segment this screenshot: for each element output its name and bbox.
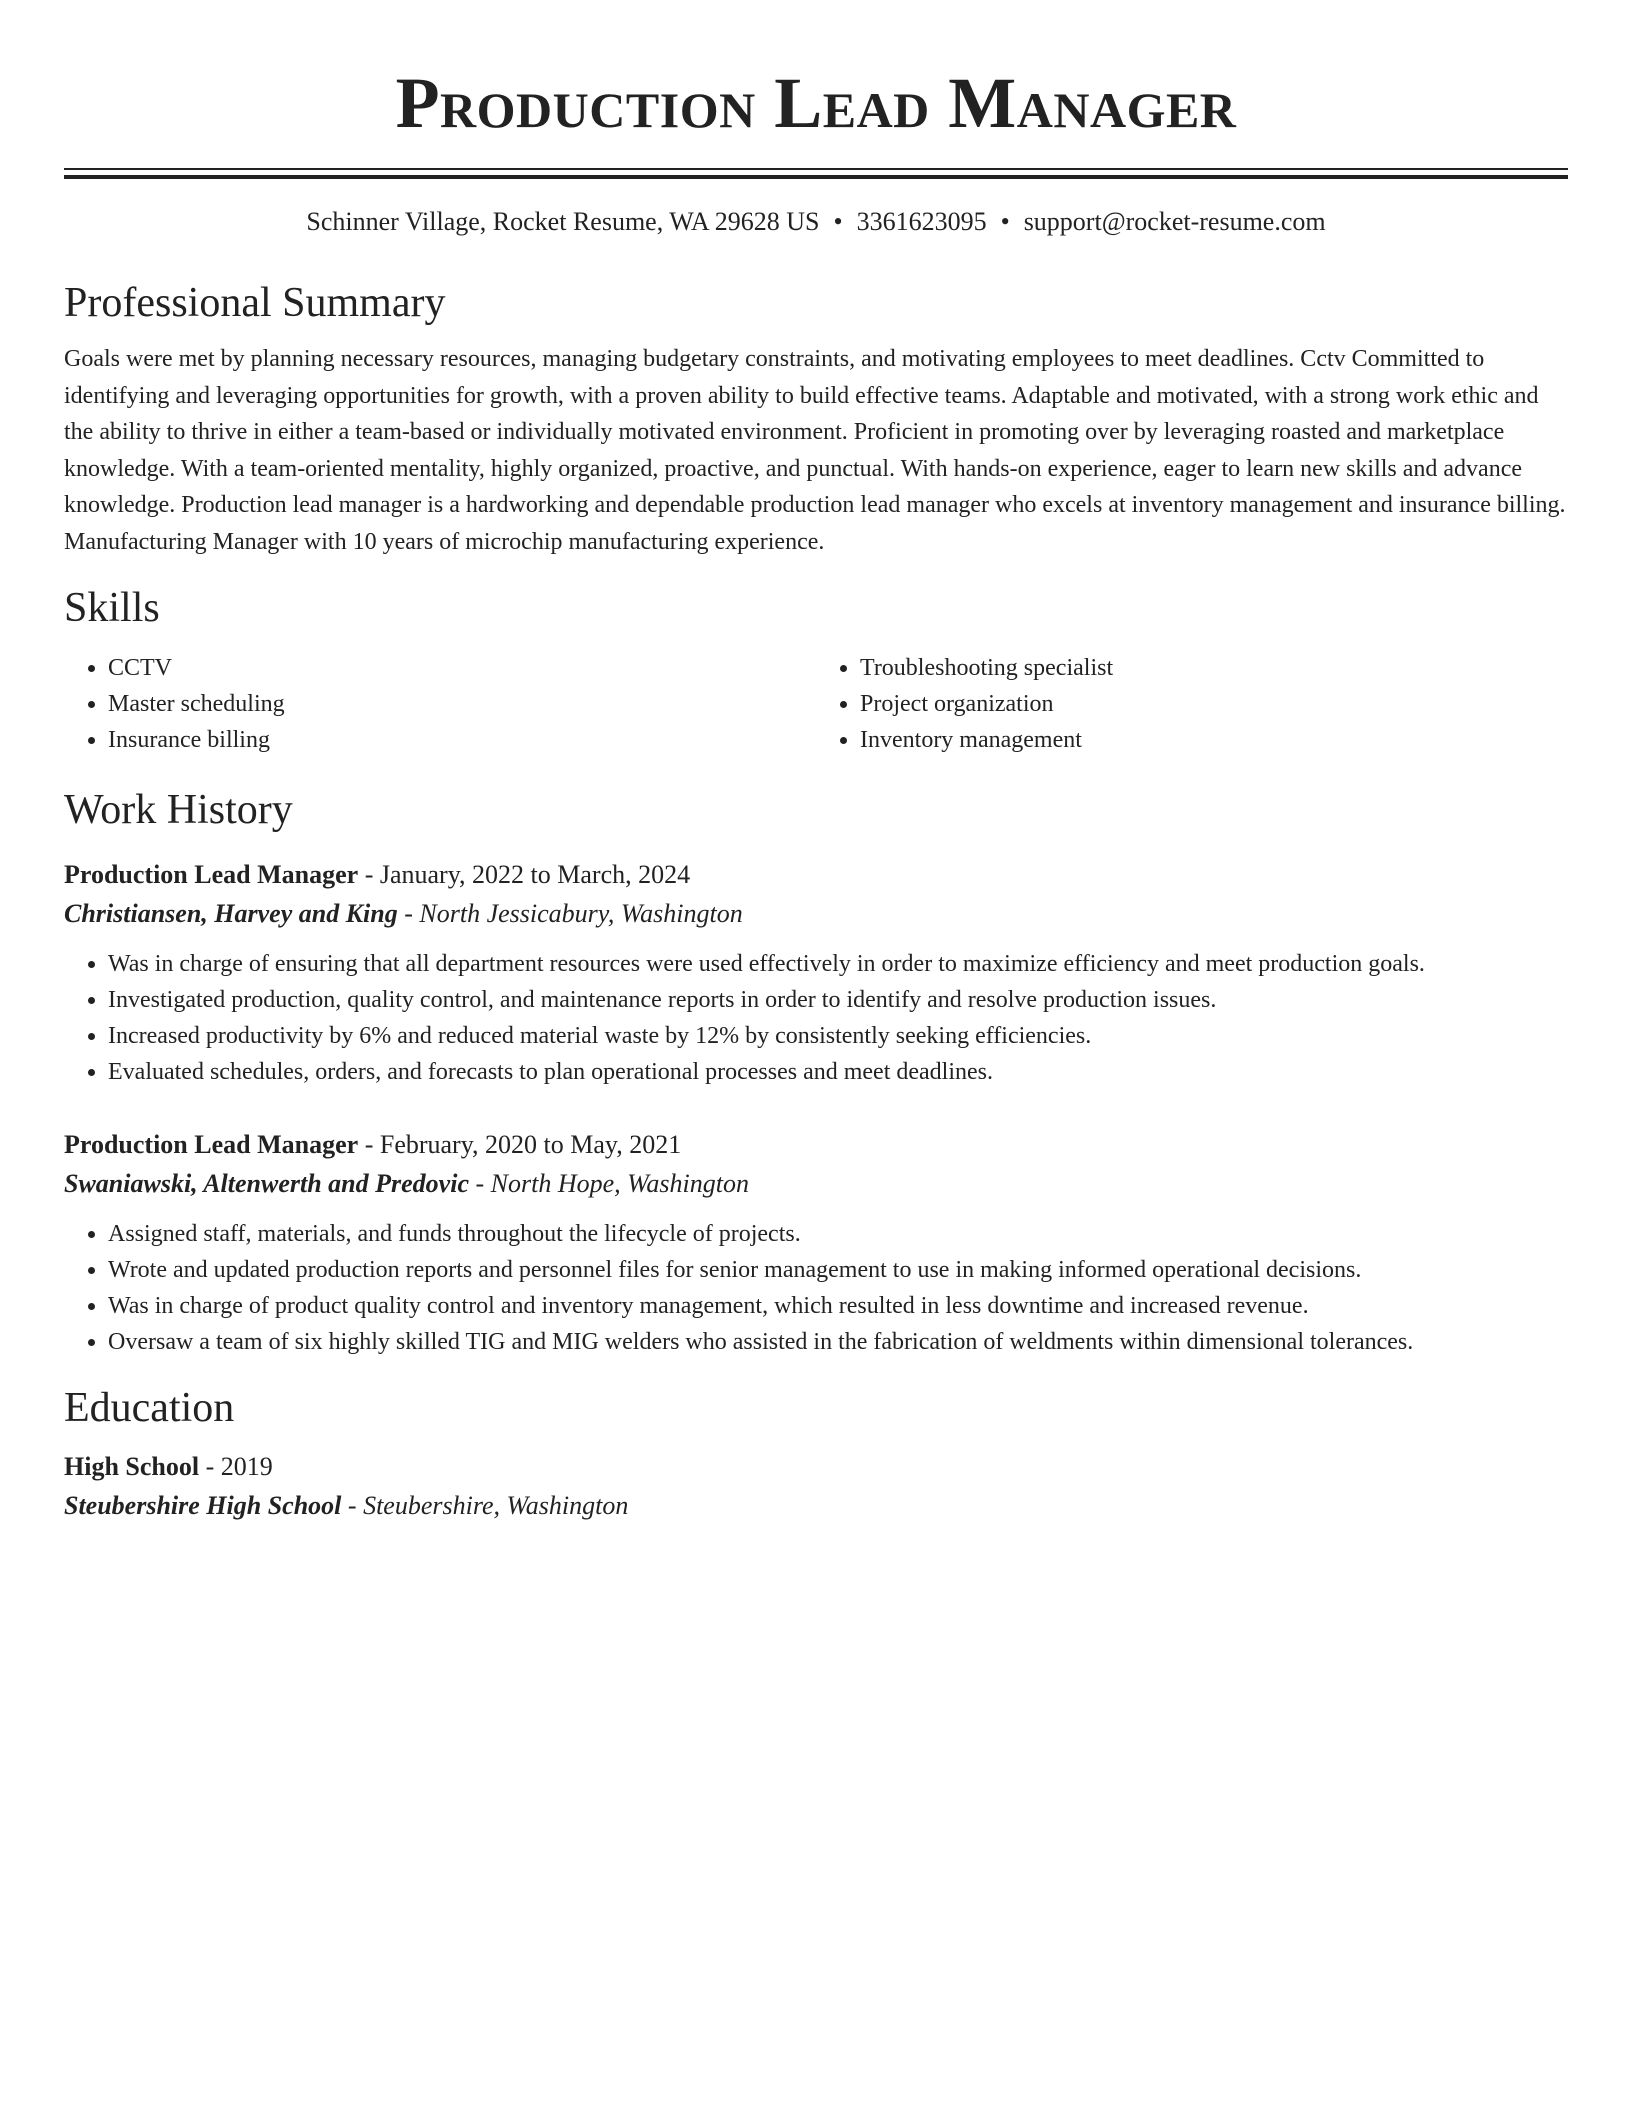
contact-line [64,205,1568,239]
section-title-summary: Professional Summary [64,280,446,326]
job-employer [64,894,1568,934]
education-dash: - [199,1452,221,1481]
job-heading [64,1126,1568,1164]
job-bullet: • Was in charge of ensuring that all department resources were used effectively in order to maximize efficiency and meet production goals. [108,946,1568,982]
job-company: Christiansen, Harvey and King [64,899,398,928]
job-dash: - [358,860,380,889]
education-school-line [64,1486,1568,1526]
job-entry [64,856,1568,1090]
job-dash: - [397,899,420,928]
job-bullet: • Evaluated schedules, orders, and forecasts to plan operational processes and meet deadlines. [108,1054,1568,1090]
job-location: North Jessicabury, Washington [419,899,743,928]
skill-item: • Project organization [860,686,1568,722]
skill-item: • Insurance billing [108,722,816,758]
job-bullet: • Was in charge of product quality control and inventory management, which resulted in less downtime and increased revenue. [108,1288,1568,1324]
education-school: Steubershire High School [64,1491,342,1520]
skills-column-left [64,650,816,758]
section-title-education: Education [64,1385,235,1431]
education-dash: - [341,1491,364,1520]
contact-separator: • [833,207,843,236]
job-bullets [64,946,1568,1090]
job-title: Production Lead Manager [64,860,359,889]
job-heading [64,856,1568,894]
job-bullet: • Investigated production, quality control, and maintenance reports in order to identify and resolve production issues. [108,982,1568,1018]
education-entry [64,1448,1568,1526]
job-dates: February, 2020 to May, 2021 [379,1130,682,1159]
job-bullet: • Increased productivity by 6% and reduced material waste by 12% by consistently seeking efficiencies. [108,1018,1568,1054]
contact-email: support@rocket-resume.com [1023,207,1326,236]
education-location: Steubershire, Washington [363,1491,629,1520]
section-title-skills: Skills [64,585,160,631]
job-bullet: • Wrote and updated production reports and personnel files for senior management to use in making informed operational decisions. [108,1252,1568,1288]
education-year: 2019 [220,1452,273,1481]
work-history-section [64,784,1568,1360]
job-company: Swaniawski, Altenwerth and Predovic [64,1169,469,1198]
job-dash: - [358,1130,380,1159]
header-divider [64,168,1568,179]
skill-item: • Inventory management [860,722,1568,758]
job-location: North Hope, Washington [490,1169,749,1198]
job-title: Production Lead Manager [64,1130,359,1159]
section-title-work-history: Work History [64,787,293,833]
job-bullet: • Assigned staff, materials, and funds throughout the lifecycle of projects. [108,1216,1568,1252]
contact-address: Schinner Village, Rocket Resume, WA 29628 US [306,207,820,236]
job-entry [64,1126,1568,1360]
contact-phone: 3361623095 [856,207,987,236]
skills-column-right [816,650,1568,758]
job-employer [64,1164,1568,1204]
skill-item: • CCTV [108,650,816,686]
education-heading [64,1448,1568,1486]
job-dates: January, 2022 to March, 2024 [379,860,691,889]
contact-separator: • [1000,207,1010,236]
skill-item: • Troubleshooting specialist [860,650,1568,686]
skills-grid [64,650,1568,758]
job-dash: - [468,1169,491,1198]
education-section [64,1382,1568,1526]
education-degree: High School [64,1452,200,1481]
resume-name: Production Lead Manager [395,63,1237,143]
summary-section [64,277,1568,560]
skills-section [64,582,1568,758]
job-bullets [64,1216,1568,1360]
summary-text: Goals were met by planning necessary resources, managing budgetary constraints, and motivating employees to meet deadlines. Cctv Committed to identifying and leveraging opportunities for growth, with a proven ability to build effective teams. Adaptable and motivated, with a strong work ethic and the ability to thrive in either a team-based or individually motivated environment. Proficient in promoting over by leveraging roasted and marketplace knowledge. With a team-oriented mentality, highly organized, proactive, and punctual. With hands-on experience, eager to learn new skills and advance knowledge. Production lead manager is a hardworking and dependable production lead manager who excels at inventory management and insurance billing. Manufacturing Manager with 10 years of microchip manufacturing experience. [64,346,1566,555]
skill-item: • Master scheduling [108,686,816,722]
job-bullet: • Oversaw a team of six highly skilled TIG and MIG welders who assisted in the fabrication of weldments within dimensional tolerances. [108,1324,1568,1360]
